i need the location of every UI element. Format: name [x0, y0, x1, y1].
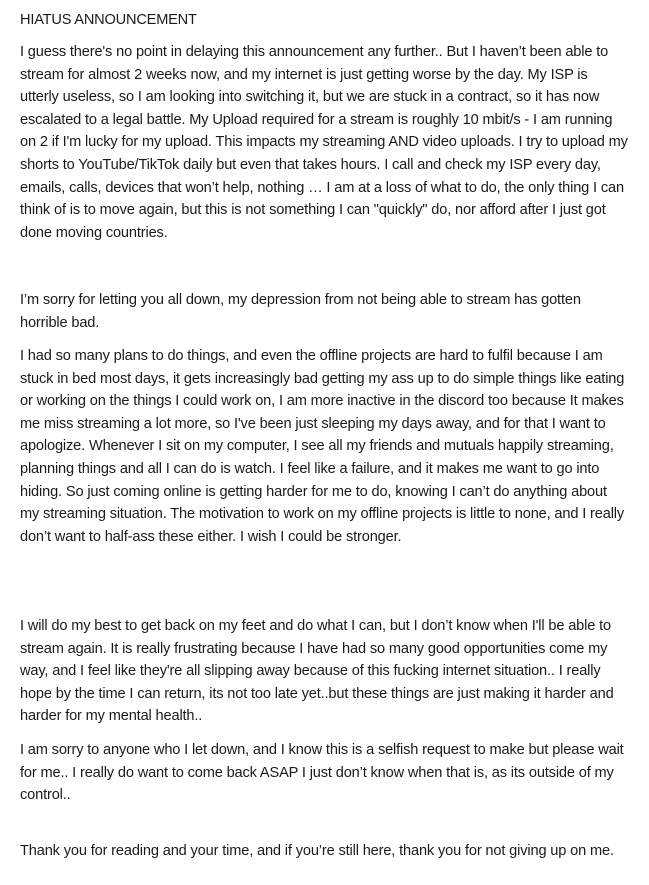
- paragraph-plans: I had so many plans to do things, and even the offline projects are hard to fulfil because I am stuck in bed most days, it gets increasingly bad getting my ass up to do simple things like eating or working on the things I could work on, I am more inactive in the discord too because It makes me miss streaming a lot more, so I've been just sleeping my days away, and for that I want to apologize. Whenever I sit on my computer, I see all my friends and mutuals happily streaming, planning things and all I can do is watch. I feel like a failure, and it makes me want to go into hiding. So just coming online is getting harder for me to do, knowing I can’t do anything about my streaming situation. The motivation to work on my offline projects is little to none, and I really don’t want to half-ass these either. I wish I could be stronger.: [20, 348, 625, 545]
- paragraph-apology: I’m sorry for letting you all down, my depression from not being able to stream has gotten horrible bad.: [20, 292, 581, 331]
- paragraph-connection-issues: I guess there's no point in delaying this announcement any further.. But I haven’t been able to stream for almost 2 weeks now, and my internet is just getting worse by the day. My ISP is utterly useless, so I am looking into switching it, but we are stuck in a contract, so it has now escalated to a legal battle. My Upload required for a stream is roughly 10 mbit/s - I am running on 2 if I'm lucky for my upload. This impacts my streaming AND video uploads. I try to upload my shorts to YouTube/TikTok daily but even that takes hours. I call and check my ISP every day, emails, calls, devices that won’t help, nothing … I am at a loss of what to do, the only thing I can think of is to move again, but this is not something I can "quickly" do, nor afford after I just got done moving countries.: [20, 44, 628, 241]
- paragraph-request: I am sorry to anyone who I let down, and I know this is a selfish request to make but please wait for me.. I really do want to come back ASAP I just don’t know when that is, as its outside of my control..: [20, 742, 624, 804]
- paragraph-thanks: Thank you for reading and your time, and if you’re still here, thank you for not giving up on me.: [20, 843, 614, 859]
- document-title: HIATUS ANNOUNCEMENT: [20, 12, 197, 28]
- paragraph-return: I will do my best to get back on my feet and do what I can, but I don’t know when I'll be able to stream again. It is really frustrating because I have had so many good opportunities come my way, and I feel like they're all slipping away because of this fucking internet situation.. I really hope by the time I can return, its not too late yet..but these things are just making it harder and harder for my mental health..: [20, 618, 614, 725]
